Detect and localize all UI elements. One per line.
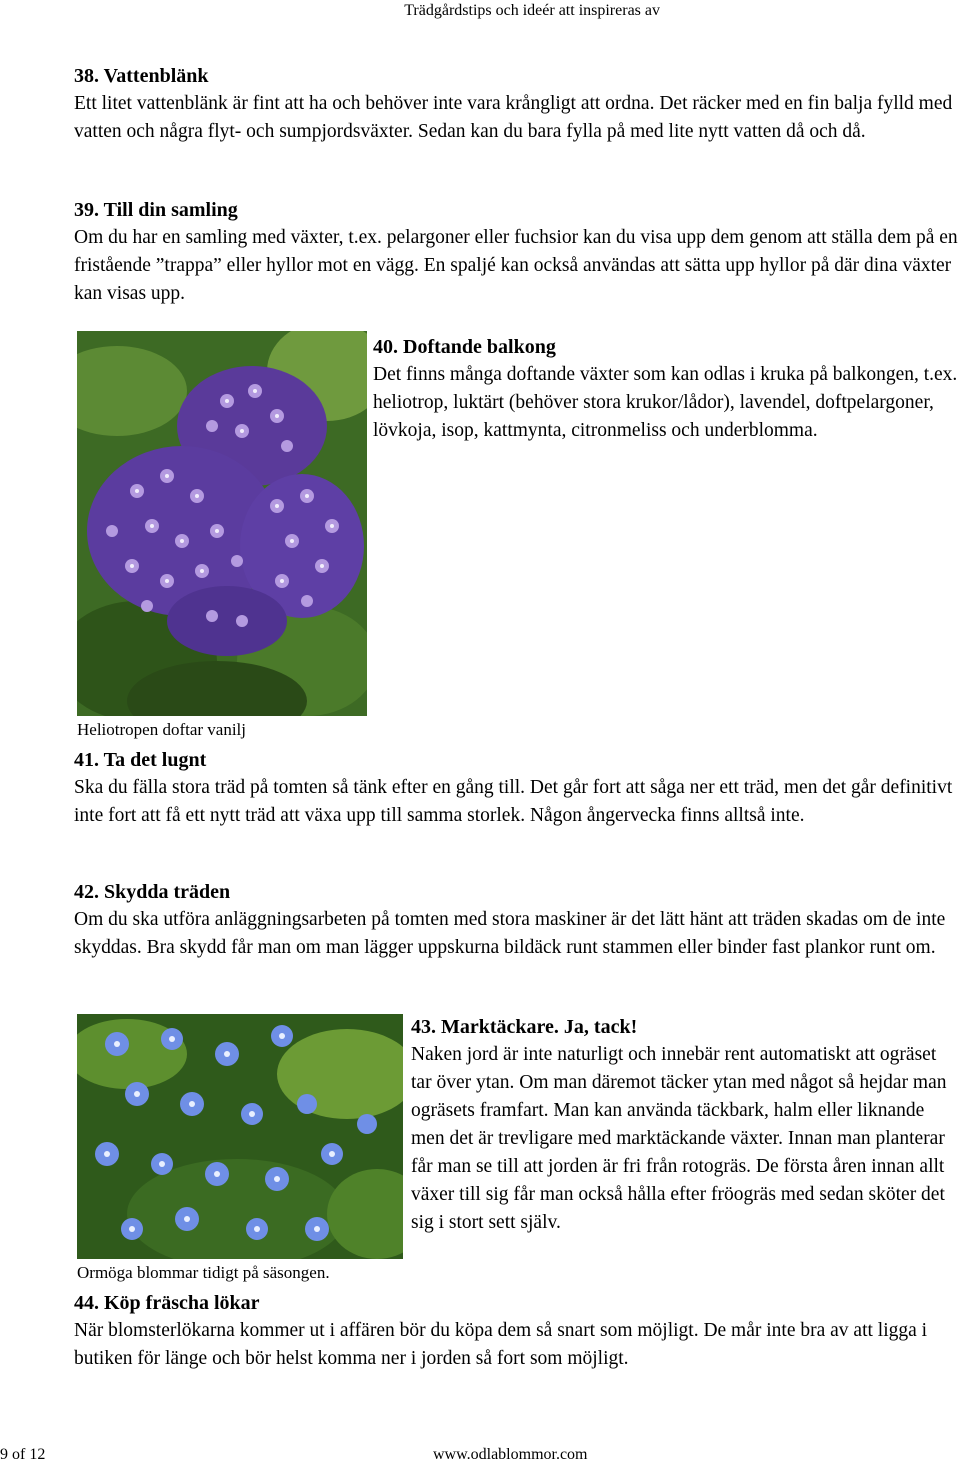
page-number: 9 of 12 [0,1446,46,1463]
section-body: Ett litet vattenblänk är fint att ha och behöver inte vara krångligt att ordna. Det räcker med en fin balja fylld med vatten och några flyt- och sumpjordsväxter. Sedan kan du bara fylla på med lite nytt vatten då och då. [74,93,953,142]
section-39 [74,196,960,308]
section-heading: 40. Doftande balkong [373,336,556,358]
section-40 [373,333,960,445]
footer-url: www.odlablommor.com [433,1446,588,1463]
omphalodes-photo [77,1014,403,1259]
section-body: Om du har en samling med växter, t.ex. pelargoner eller fuchsior kan du visa upp dem genom att ställa dem på en fristående ”trappa” eller hyllor mot en vägg. En spaljé kan också användas att sätta upp hyllor på där dina växter kan visas upp. [74,227,958,304]
section-heading: 38. Vattenblänk [74,65,209,87]
section-42 [74,878,960,962]
section-38 [74,62,960,146]
section-heading: 43. Marktäckare. Ja, tack! [411,1016,638,1038]
section-44 [74,1289,960,1373]
section-body: Ska du fälla stora träd på tomten så tänk efter en gång till. Det går fort att såga ner ett träd, men det går definitivt inte fort att få ett nytt träd att växa upp till samma storlek. Någon ångervecka finns alltså inte. [74,777,953,826]
heliotrope-caption: Heliotropen doftar vanilj [77,720,247,739]
section-43 [411,1013,956,1237]
section-heading: 41. Ta det lugnt [74,749,207,771]
section-body: Det finns många doftande växter som kan odlas i kruka på balkongen, t.ex. heliotrop, luktärt (behöver stora krukor/lådor), lavendel, doftpelargoner, lövkoja, isop, kattmynta, citronmeliss och underblomma. [373,364,958,441]
page-header: Trädgårdstips och ideér att inspireras av [404,2,660,19]
section-heading: 39. Till din samling [74,199,238,221]
section-heading: 42. Skydda träden [74,881,231,903]
heliotrope-photo [77,331,367,716]
section-body: När blomsterlökarna kommer ut i affären bör du köpa dem så snart som möjligt. De mår inte bra av att ligga i butiken för länge och bör helst komma ner i jorden så fort som möjligt. [74,1320,928,1369]
section-body: Om du ska utföra anläggningsarbeten på tomten med stora maskiner är det lätt hänt att träden skadas om de inte skyddas. Bra skydd får man om man lägger uppskurna bildäck runt stammen eller binder fast plankor runt om. [74,909,946,958]
section-heading: 44. Köp fräscha lökar [74,1292,260,1314]
section-body: Naken jord är inte naturligt och innebär rent automatiskt att ogräset tar över ytan. Om man däremot täcker ytan med något så hejdar man ogräsets framfart. Man kan använda täckbark, halm eller liknande men det är trevligare med marktäckande växter. Innan man planterar får man se till att jorden är fri från rotogräs. De första åren innan allt växer till sig får man också hålla efter fröogräs med sedan sköter det sig i stort sett själv. [411,1044,947,1233]
section-41 [74,746,960,830]
omphalodes-caption: Ormöga blommar tidigt på säsongen. [77,1263,330,1282]
